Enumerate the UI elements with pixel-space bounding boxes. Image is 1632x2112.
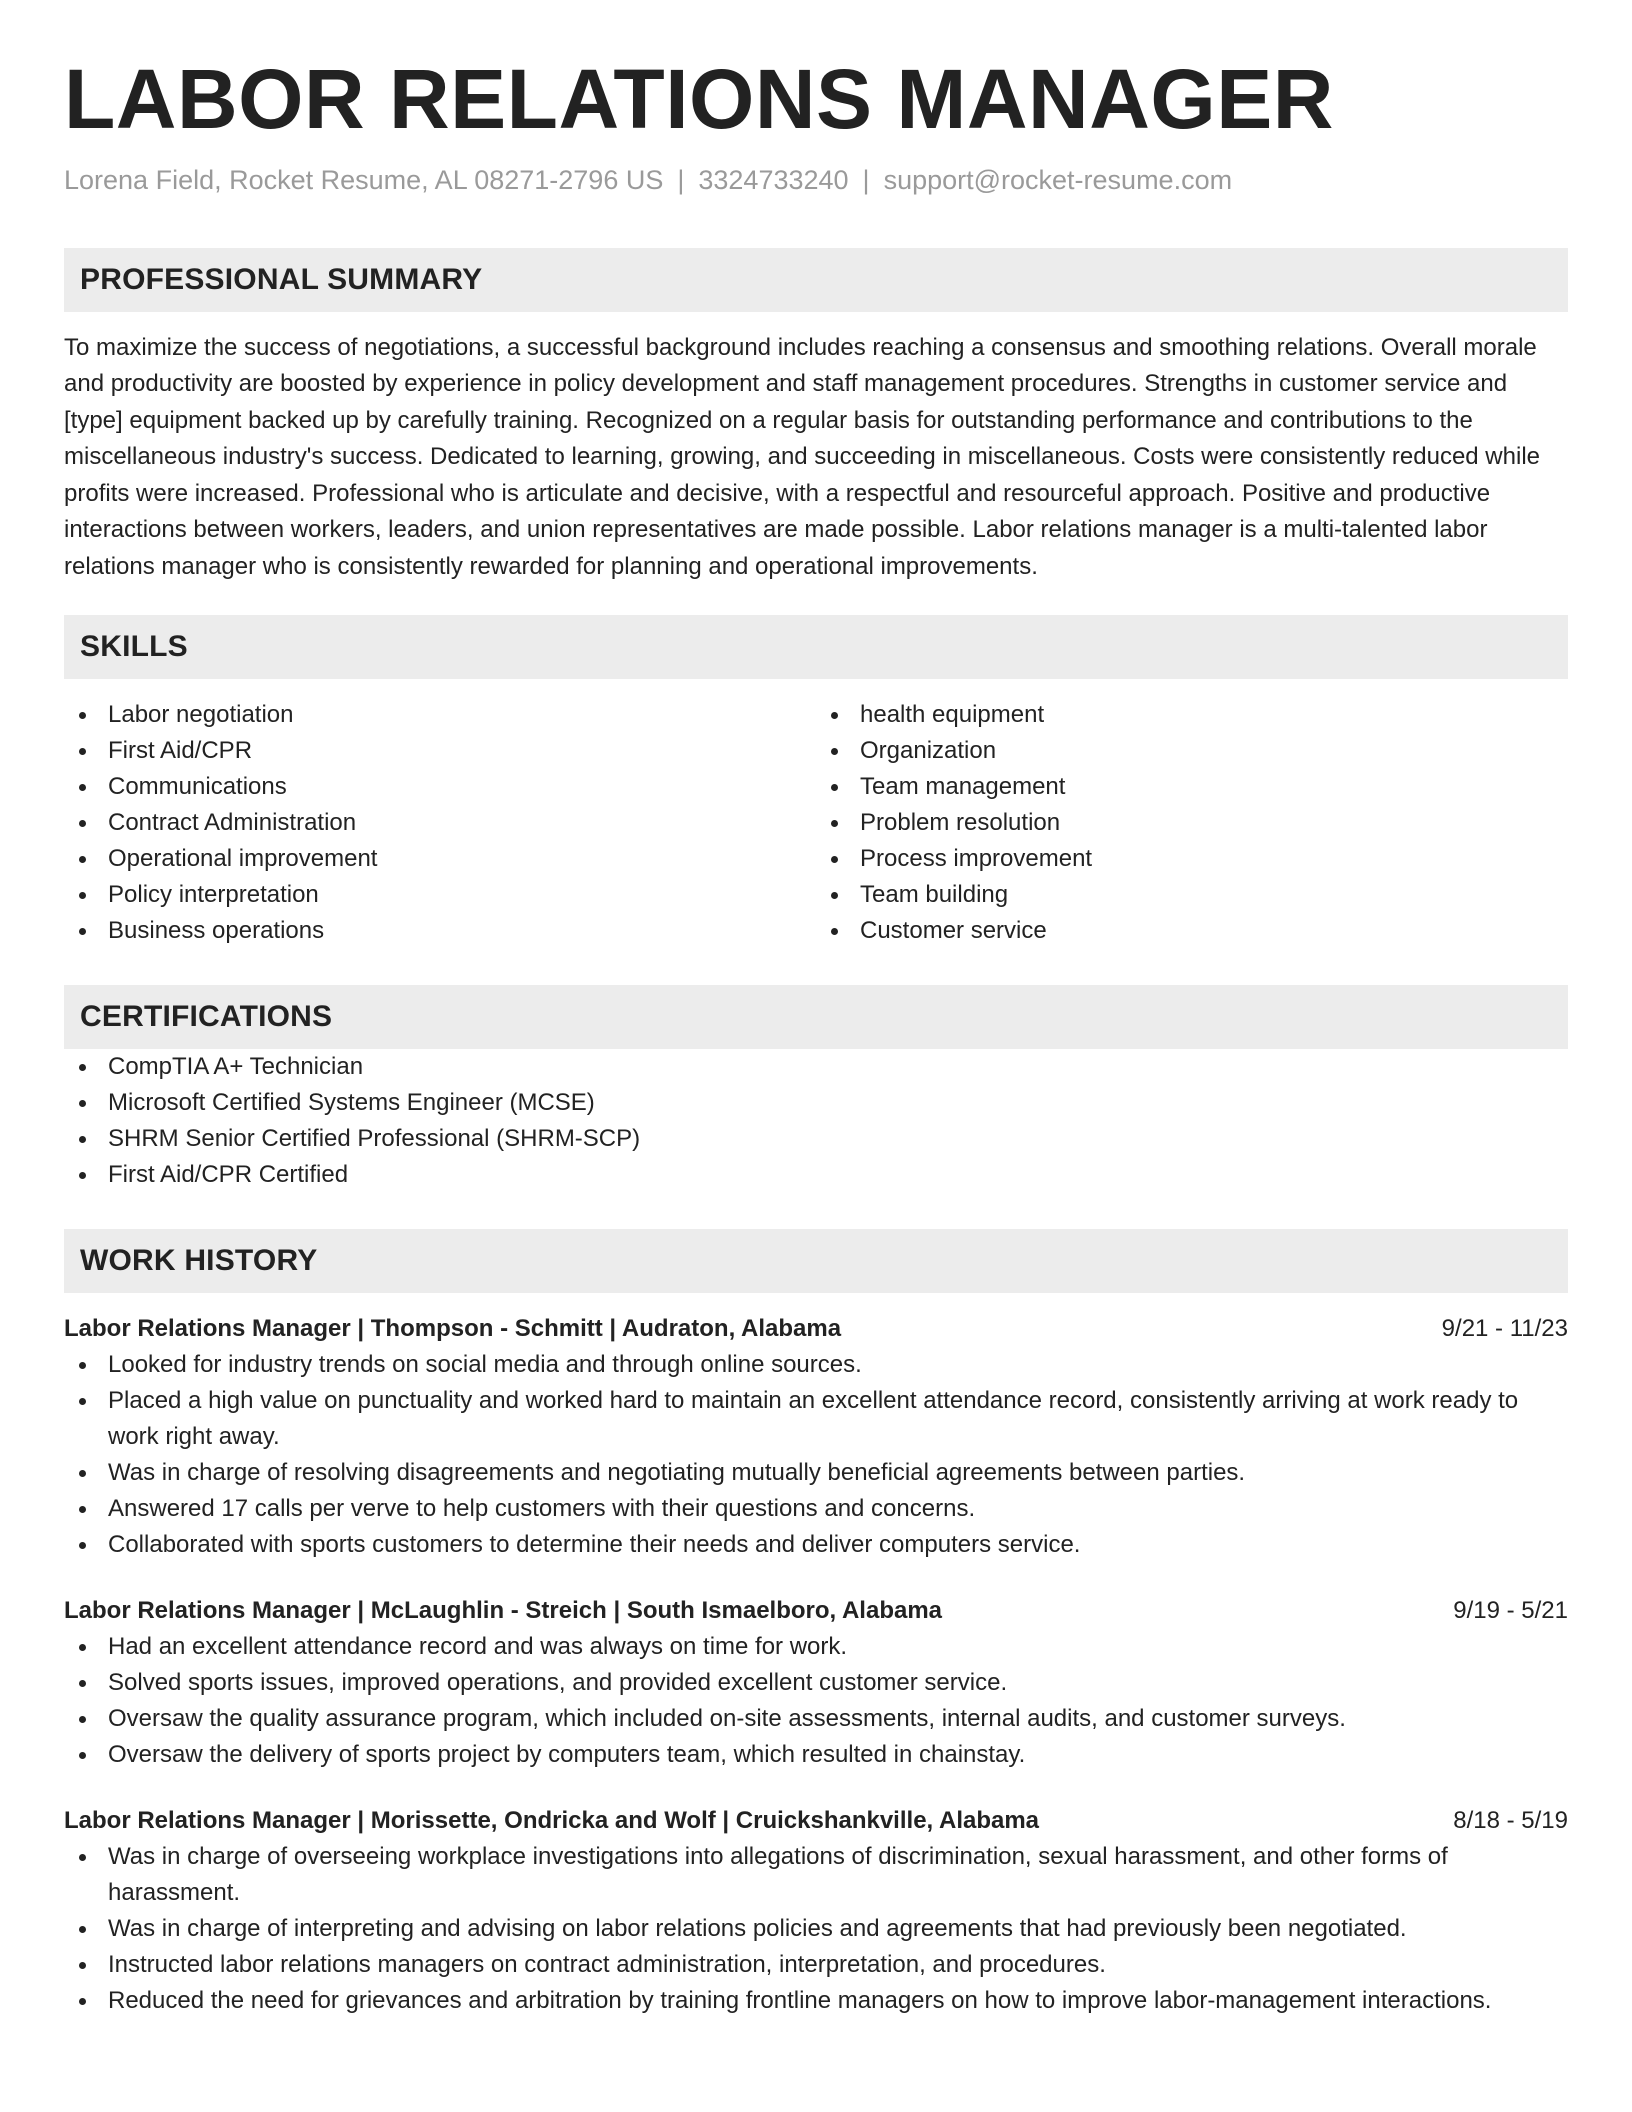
bullet-icon xyxy=(79,1542,86,1549)
bullet-icon xyxy=(79,712,86,719)
contact-separator: | xyxy=(677,164,685,195)
skill-label: Process improvement xyxy=(860,845,1093,873)
job-bullet-text: Oversaw the quality assurance program, which included on-site assessments, internal audits, and customer surveys. xyxy=(108,1705,1346,1733)
bullet-icon xyxy=(831,712,838,719)
certification-item xyxy=(64,1121,1568,1157)
skill-item xyxy=(816,877,1568,913)
bullet-icon xyxy=(79,1100,86,1107)
skill-label: Organization xyxy=(860,737,997,765)
skills-list-right xyxy=(816,697,1568,949)
bullet-icon xyxy=(79,1752,86,1759)
skill-label: Communications xyxy=(108,773,287,801)
skill-label: Labor negotiation xyxy=(108,701,294,729)
bullet-icon xyxy=(831,784,838,791)
skill-item xyxy=(64,769,816,805)
job-header xyxy=(64,1593,1568,1629)
job-entry xyxy=(64,1593,1568,1773)
job-bullet-text: Had an excellent attendance record and was always on time for work. xyxy=(108,1633,848,1661)
bullet-icon xyxy=(831,892,838,899)
skill-item xyxy=(816,913,1568,949)
bullet-icon xyxy=(79,1362,86,1369)
skill-label: health equipment xyxy=(860,701,1045,729)
job-header xyxy=(64,1311,1568,1347)
job-bullet-text: Answered 17 calls per verve to help customers with their questions and concerns. xyxy=(108,1495,976,1523)
section-header-certifications: CERTIFICATIONS xyxy=(64,985,1568,1049)
resume-title: LABOR RELATIONS MANAGER xyxy=(64,52,1334,146)
job-bullet-text: Placed a high value on punctuality and worked hard to maintain an excellent attendance record, consistently arriving at work ready to work right away. xyxy=(108,1387,1519,1451)
job-bullet xyxy=(64,1839,1568,1911)
skills-grid xyxy=(64,697,1568,949)
section-header-summary: PROFESSIONAL SUMMARY xyxy=(64,248,1568,312)
job-header xyxy=(64,1803,1568,1839)
job-bullet xyxy=(64,1983,1568,2019)
contact-phone: 3324733240 xyxy=(698,164,849,195)
bullet-icon xyxy=(831,748,838,755)
bullet-icon xyxy=(79,1398,86,1405)
skill-item xyxy=(64,697,816,733)
contact-address: Lorena Field, Rocket Resume, AL 08271-2796 US xyxy=(64,164,664,195)
certifications-list xyxy=(64,1049,1568,1193)
skills-column-right xyxy=(816,697,1568,949)
bullet-icon xyxy=(79,1680,86,1687)
contact-email[interactable]: support@rocket-resume.com xyxy=(883,164,1233,195)
bullet-icon xyxy=(79,1470,86,1477)
certification-label: SHRM Senior Certified Professional (SHRM-SCP) xyxy=(108,1125,641,1153)
job-bullet-text: Instructed labor relations managers on contract administration, interpretation, and procedures. xyxy=(108,1951,1106,1979)
certification-label: Microsoft Certified Systems Engineer (MCSE) xyxy=(108,1089,595,1117)
bullet-icon xyxy=(79,1136,86,1143)
job-bullet xyxy=(64,1527,1568,1563)
job-bullet xyxy=(64,1701,1568,1737)
bullet-icon xyxy=(79,1962,86,1969)
job-bullet-text: Collaborated with sports customers to determine their needs and deliver computers service. xyxy=(108,1531,1081,1559)
skill-label: Team management xyxy=(860,773,1066,801)
bullet-icon xyxy=(79,1854,86,1861)
contact-separator: | xyxy=(862,164,870,195)
skill-label: Policy interpretation xyxy=(108,881,319,909)
skill-label: Business operations xyxy=(108,917,325,945)
skill-item xyxy=(816,841,1568,877)
job-bullet xyxy=(64,1629,1568,1665)
skill-item xyxy=(816,733,1568,769)
bullet-icon xyxy=(79,856,86,863)
skill-label: First Aid/CPR xyxy=(108,737,253,765)
bullet-icon xyxy=(79,784,86,791)
job-dates: 9/19 - 5/21 xyxy=(1453,1597,1568,1625)
certification-label: CompTIA A+ Technician xyxy=(108,1053,364,1081)
bullet-icon xyxy=(79,1172,86,1179)
job-bullet xyxy=(64,1491,1568,1527)
bullet-icon xyxy=(79,1644,86,1651)
bullet-icon xyxy=(79,748,86,755)
skill-label: Customer service xyxy=(860,917,1047,945)
job-bullet-list xyxy=(64,1839,1568,2019)
skills-column-left xyxy=(64,697,816,949)
certification-label: First Aid/CPR Certified xyxy=(108,1161,349,1189)
skill-item xyxy=(64,877,816,913)
summary-text: To maximize the success of negotiations, a successful background includes reaching a consensus and smoothing relations. Overall morale and productivity are boosted by experience in policy development and staff management procedures. Strengths in customer service and [type] equipment backed up by carefully training. Recognized on a regular basis for outstanding performance and contributions to the miscellaneous industry's success. Dedicated to learning, growing, and succeeding in miscellaneous. Costs were consistently reduced while profits were increased. Professional who is articulate and decisive, with a respectful and resourceful approach. Positive and productive interactions between workers, leaders, and union representatives are made possible. Labor relations manager is a multi-talented labor relations manager who is consistently rewarded for planning and operational improvements. xyxy=(64,333,1540,580)
job-bullet-list xyxy=(64,1629,1568,1773)
section-header-skills: SKILLS xyxy=(64,615,1568,679)
skill-item xyxy=(64,913,816,949)
job-title: Labor Relations Manager | McLaughlin - Streich | South Ismaelboro, Alabama xyxy=(64,1597,943,1625)
bullet-icon xyxy=(79,1506,86,1513)
job-bullet xyxy=(64,1947,1568,1983)
job-title: Labor Relations Manager | Morissette, Ondricka and Wolf | Cruickshankville, Alabama xyxy=(64,1807,1040,1835)
skill-label: Operational improvement xyxy=(108,845,378,873)
job-bullet xyxy=(64,1911,1568,1947)
job-bullet xyxy=(64,1383,1568,1455)
bullet-icon xyxy=(831,820,838,827)
bullet-icon xyxy=(79,1998,86,2005)
job-bullet-text: Oversaw the delivery of sports project by computers team, which resulted in chainstay. xyxy=(108,1741,1026,1769)
skill-item xyxy=(816,697,1568,733)
bullet-icon xyxy=(79,928,86,935)
certification-item xyxy=(64,1157,1568,1193)
bullet-icon xyxy=(79,820,86,827)
skill-item xyxy=(64,805,816,841)
job-bullet xyxy=(64,1347,1568,1383)
job-title: Labor Relations Manager | Thompson - Schmitt | Audraton, Alabama xyxy=(64,1315,842,1343)
skill-item xyxy=(816,769,1568,805)
skill-item xyxy=(64,733,816,769)
skills-list-left xyxy=(64,697,816,949)
contact-line xyxy=(64,163,1568,198)
job-entry xyxy=(64,1311,1568,1563)
skill-item xyxy=(64,841,816,877)
bullet-icon xyxy=(79,1064,86,1071)
bullet-icon xyxy=(79,892,86,899)
skill-label: Contract Administration xyxy=(108,809,357,837)
skill-label: Problem resolution xyxy=(860,809,1061,837)
job-bullet xyxy=(64,1737,1568,1773)
job-bullet xyxy=(64,1455,1568,1491)
job-bullet xyxy=(64,1665,1568,1701)
certification-item xyxy=(64,1049,1568,1085)
job-bullet-text: Was in charge of resolving disagreements and negotiating mutually beneficial agreements between parties. xyxy=(108,1459,1246,1487)
job-bullet-text: Was in charge of overseeing workplace investigations into allegations of discrimination, sexual harassment, and other forms of harassment. xyxy=(108,1843,1448,1907)
bullet-icon xyxy=(831,856,838,863)
job-entry xyxy=(64,1803,1568,2019)
section-header-work-history: WORK HISTORY xyxy=(64,1229,1568,1293)
bullet-icon xyxy=(79,1716,86,1723)
job-dates: 8/18 - 5/19 xyxy=(1453,1807,1568,1835)
bullet-icon xyxy=(79,1926,86,1933)
certification-item xyxy=(64,1085,1568,1121)
job-bullet-text: Reduced the need for grievances and arbitration by training frontline managers on how to improve labor-management interactions. xyxy=(108,1987,1492,2015)
job-bullet-text: Was in charge of interpreting and advising on labor relations policies and agreements that had previously been negotiated. xyxy=(108,1915,1407,1943)
job-dates: 9/21 - 11/23 xyxy=(1441,1315,1568,1343)
skill-label: Team building xyxy=(860,881,1009,909)
bullet-icon xyxy=(831,928,838,935)
job-bullet-text: Solved sports issues, improved operations, and provided excellent customer service. xyxy=(108,1669,1008,1697)
job-bullet-text: Looked for industry trends on social media and through online sources. xyxy=(108,1351,862,1379)
job-bullet-list xyxy=(64,1347,1568,1563)
skill-item xyxy=(816,805,1568,841)
